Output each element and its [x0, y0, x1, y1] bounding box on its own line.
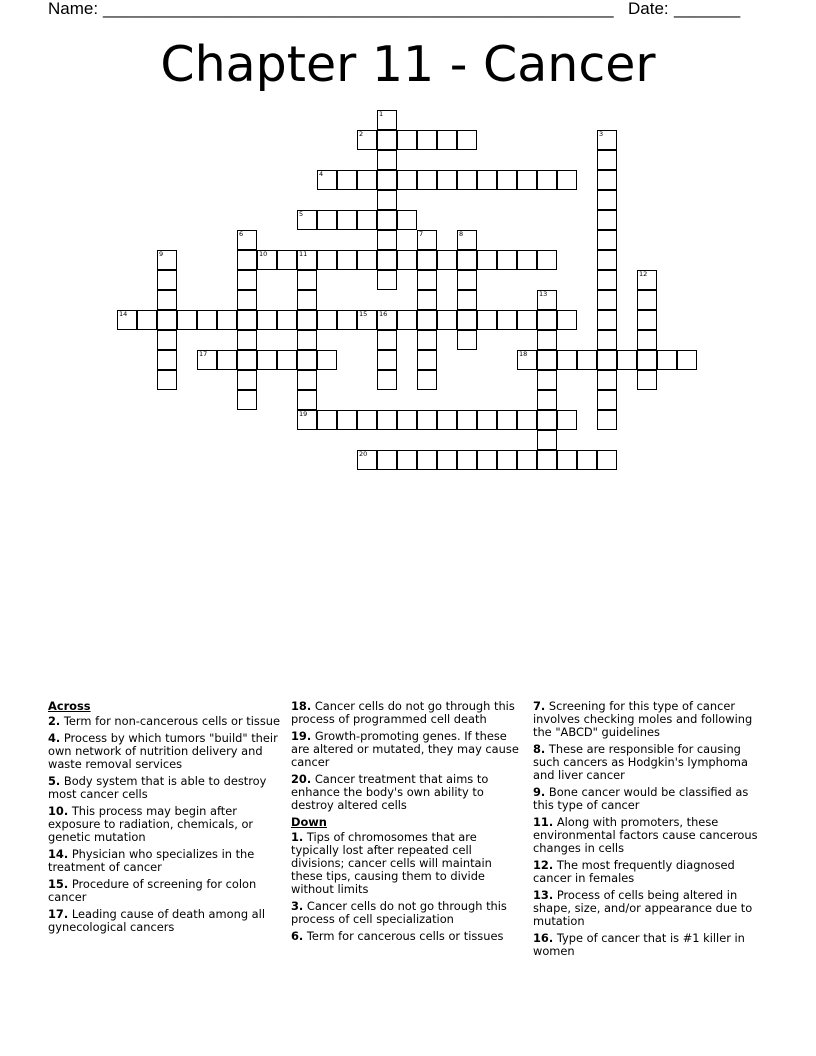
crossword-cell[interactable] — [637, 310, 657, 330]
crossword-cell[interactable] — [397, 410, 417, 430]
crossword-cell[interactable] — [237, 290, 257, 310]
crossword-cell[interactable] — [537, 250, 557, 270]
clue-number: 1 — [379, 110, 384, 118]
clue-down-6: 6. Term for cancerous cells or tissues — [291, 929, 504, 943]
clue-number: 15 — [359, 310, 368, 318]
crossword-cell[interactable] — [437, 410, 457, 430]
crossword-cell[interactable] — [377, 250, 397, 270]
crossword-cell[interactable] — [597, 330, 617, 350]
crossword-cell[interactable] — [537, 170, 557, 190]
crossword-cell[interactable] — [377, 450, 397, 470]
crossword-cell[interactable] — [377, 150, 397, 170]
clue-number: 6 — [239, 230, 244, 238]
clue-down-11: 11. Along with promoters, these environmental factors cause cancerous changes in cells — [533, 815, 758, 855]
crossword-cell[interactable] — [517, 250, 537, 270]
crossword-cell[interactable] — [237, 250, 257, 270]
crossword-cell[interactable] — [537, 370, 557, 390]
crossword-cell[interactable] — [457, 130, 477, 150]
crossword-cell[interactable] — [397, 170, 417, 190]
crossword-cell[interactable] — [417, 350, 437, 370]
crossword-cell[interactable] — [417, 170, 437, 190]
crossword-cell[interactable] — [477, 450, 497, 470]
crossword-cell[interactable] — [377, 170, 397, 190]
crossword-cell[interactable] — [357, 450, 377, 470]
crossword-cell[interactable] — [297, 330, 317, 350]
crossword-cell[interactable] — [477, 250, 497, 270]
crossword-cell[interactable] — [497, 450, 517, 470]
clue-number: 20 — [359, 450, 368, 458]
crossword-cell[interactable] — [417, 230, 437, 250]
clue-number: 12 — [639, 270, 648, 278]
crossword-cell[interactable] — [597, 350, 617, 370]
crossword-cell[interactable] — [237, 310, 257, 330]
crossword-cell[interactable] — [297, 310, 317, 330]
crossword-cell[interactable] — [457, 270, 477, 290]
crossword-cell[interactable] — [597, 230, 617, 250]
crossword-cell[interactable] — [337, 410, 357, 430]
crossword-cell[interactable] — [517, 310, 537, 330]
crossword-cell[interactable] — [277, 250, 297, 270]
crossword-cell[interactable] — [297, 270, 317, 290]
crossword-cell[interactable] — [337, 310, 357, 330]
clue-number: 5 — [299, 210, 304, 218]
crossword-cell[interactable] — [537, 390, 557, 410]
crossword-cell[interactable] — [517, 170, 537, 190]
crossword-cell[interactable] — [357, 170, 377, 190]
crossword-cell[interactable] — [457, 230, 477, 250]
clue-across-18: 18. Cancer cells do not go through this process of programmed cell death — [291, 699, 515, 726]
crossword-cell[interactable] — [397, 250, 417, 270]
clue-number: 17 — [199, 350, 208, 358]
crossword-cell[interactable] — [297, 370, 317, 390]
clue-number: 3 — [599, 130, 604, 138]
crossword-cell[interactable] — [377, 110, 397, 130]
crossword-cell[interactable] — [517, 350, 537, 370]
crossword-cell[interactable] — [597, 290, 617, 310]
crossword-cell[interactable] — [317, 250, 337, 270]
crossword-cell[interactable] — [537, 290, 557, 310]
crossword-cell[interactable] — [477, 310, 497, 330]
crossword-cell[interactable] — [477, 410, 497, 430]
crossword-cell[interactable] — [237, 330, 257, 350]
crossword-cell[interactable] — [237, 350, 257, 370]
clue-down-12: 12. The most frequently diagnosed cancer in females — [533, 858, 735, 885]
crossword-cell[interactable] — [457, 450, 477, 470]
clue-across-14: 14. Physician who specializes in the treatment of cancer — [48, 847, 255, 874]
clue-across-17: 17. Leading cause of death among all gynecological cancers — [48, 907, 265, 934]
crossword-cell[interactable] — [557, 170, 577, 190]
date-blank: _______ — [674, 0, 741, 18]
crossword-cell[interactable] — [317, 410, 337, 430]
crossword-cell[interactable] — [377, 190, 397, 210]
crossword-cell[interactable] — [157, 290, 177, 310]
crossword-cell[interactable] — [457, 290, 477, 310]
crossword-cell[interactable] — [537, 330, 557, 350]
crossword-cell[interactable] — [297, 350, 317, 370]
crossword-cell[interactable] — [417, 270, 437, 290]
crossword-cell[interactable] — [537, 450, 557, 470]
crossword-cell[interactable] — [557, 450, 577, 470]
crossword-cell[interactable] — [597, 390, 617, 410]
crossword-cell[interactable] — [597, 370, 617, 390]
crossword-cell[interactable] — [617, 350, 637, 370]
clue-across-2: 2. Term for non-cancerous cells or tissue — [48, 714, 280, 728]
crossword-cell[interactable] — [557, 350, 577, 370]
crossword-cell[interactable] — [637, 350, 657, 370]
crossword-cell[interactable] — [157, 250, 177, 270]
crossword-cell[interactable] — [497, 410, 517, 430]
crossword-cell[interactable] — [637, 370, 657, 390]
crossword-cell[interactable] — [457, 250, 477, 270]
crossword-cell[interactable] — [377, 370, 397, 390]
crossword-cell[interactable] — [417, 310, 437, 330]
crossword-cell[interactable] — [337, 250, 357, 270]
clue-number: 4 — [319, 170, 324, 178]
crossword-cell[interactable] — [397, 130, 417, 150]
clue-down-13: 13. Process of cells being altered in shape, size, and/or appearance due to mutation — [533, 888, 753, 928]
crossword-cell[interactable] — [377, 210, 397, 230]
clue-number: 18 — [519, 350, 528, 358]
clue-down-7: 7. Screening for this type of cancer involves checking moles and following the "ABCD" guidelines — [533, 699, 753, 739]
crossword-cell[interactable] — [377, 410, 397, 430]
crossword-cell[interactable] — [597, 150, 617, 170]
crossword-cell[interactable] — [257, 310, 277, 330]
crossword-cell[interactable] — [417, 410, 437, 430]
clue-across-5: 5. Body system that is able to destroy most cancer cells — [48, 774, 267, 801]
crossword-cell[interactable] — [377, 350, 397, 370]
crossword-cell[interactable] — [337, 170, 357, 190]
clue-number: 2 — [359, 130, 364, 138]
crossword-cell[interactable] — [377, 310, 397, 330]
crossword-cell[interactable] — [597, 250, 617, 270]
crossword-cell[interactable] — [537, 410, 557, 430]
crossword-cell[interactable] — [637, 290, 657, 310]
crossword-cell[interactable] — [537, 310, 557, 330]
clue-across-15: 15. Procedure of screening for colon cancer — [48, 877, 257, 904]
crossword-cell[interactable] — [597, 190, 617, 210]
crossword-cell[interactable] — [337, 210, 357, 230]
crossword-cell[interactable] — [517, 410, 537, 430]
crossword-cell[interactable] — [357, 410, 377, 430]
crossword-grid — [0, 0, 816, 480]
clue-number: 8 — [459, 230, 464, 238]
clue-number: 14 — [119, 310, 128, 318]
clue-number: 11 — [299, 250, 308, 258]
crossword-cell[interactable] — [437, 170, 457, 190]
crossword-cell[interactable] — [377, 130, 397, 150]
crossword-cell[interactable] — [317, 350, 337, 370]
crossword-cell[interactable] — [397, 450, 417, 470]
crossword-cell[interactable] — [437, 450, 457, 470]
clue-number: 13 — [539, 290, 548, 298]
crossword-cell[interactable] — [317, 310, 337, 330]
clue-number: 7 — [419, 230, 424, 238]
crossword-cell[interactable] — [437, 250, 457, 270]
crossword-cell[interactable] — [517, 450, 537, 470]
crossword-cell[interactable] — [437, 310, 457, 330]
crossword-cell[interactable] — [297, 250, 317, 270]
clue-number: 16 — [379, 310, 388, 318]
crossword-cell[interactable] — [597, 450, 617, 470]
crossword-cell[interactable] — [377, 230, 397, 250]
crossword-cell[interactable] — [237, 230, 257, 250]
crossword-cell[interactable] — [217, 310, 237, 330]
crossword-cell[interactable] — [417, 290, 437, 310]
clue-down-16: 16. Type of cancer that is #1 killer in women — [533, 931, 745, 958]
crossword-cell[interactable] — [297, 210, 317, 230]
crossword-cell[interactable] — [497, 310, 517, 330]
crossword-cell[interactable] — [357, 250, 377, 270]
crossword-cell[interactable] — [477, 170, 497, 190]
crossword-cell[interactable] — [297, 390, 317, 410]
across-heading: Across — [48, 699, 91, 713]
crossword-cell[interactable] — [157, 350, 177, 370]
crossword-cell[interactable] — [417, 330, 437, 350]
clue-number: 9 — [159, 250, 164, 258]
crossword-cell[interactable] — [537, 350, 557, 370]
clue-across-19: 19. Growth-promoting genes. If these are altered or mutated, they may cause cancer — [291, 729, 519, 769]
crossword-cell[interactable] — [677, 350, 697, 370]
crossword-cell[interactable] — [537, 430, 557, 450]
crossword-cell[interactable] — [417, 130, 437, 150]
crossword-cell[interactable] — [497, 250, 517, 270]
crossword-cell[interactable] — [417, 450, 437, 470]
crossword-cell[interactable] — [637, 270, 657, 290]
clue-number: 10 — [259, 250, 268, 258]
crossword-cell[interactable] — [177, 310, 197, 330]
crossword-cell[interactable] — [157, 270, 177, 290]
crossword-cell[interactable] — [577, 450, 597, 470]
crossword-cell[interactable] — [577, 350, 597, 370]
down-heading: Down — [291, 815, 327, 829]
crossword-cell[interactable] — [357, 130, 377, 150]
crossword-cell[interactable] — [457, 410, 477, 430]
name-label: Name: — [48, 0, 99, 18]
clues-column-3 — [533, 700, 769, 962]
crossword-cell[interactable] — [257, 350, 277, 370]
crossword-cell[interactable] — [357, 310, 377, 330]
crossword-cell[interactable] — [157, 310, 177, 330]
crossword-cell[interactable] — [357, 210, 377, 230]
crossword-cell[interactable] — [237, 270, 257, 290]
crossword-cell[interactable] — [657, 350, 677, 370]
clue-down-8: 8. These are responsible for causing such cancers as Hodgkin's lymphoma and liver cancer — [533, 742, 748, 782]
clues-column-1 — [48, 700, 280, 938]
crossword-cell[interactable] — [417, 370, 437, 390]
crossword-cell[interactable] — [377, 330, 397, 350]
crossword-cell[interactable] — [197, 310, 217, 330]
crossword-cell[interactable] — [597, 210, 617, 230]
crossword-cell[interactable] — [217, 350, 237, 370]
page-title: Chapter 11 - Cancer — [160, 36, 656, 93]
clue-down-1: 1. Tips of chromosomes that are typically lost after repeated cell divisions; cancer cells will maintain these tips, causing them to divide without limits — [291, 830, 492, 896]
crossword-cell[interactable] — [397, 310, 417, 330]
crossword-cell[interactable] — [197, 350, 217, 370]
crossword-cell[interactable] — [297, 290, 317, 310]
crossword-cell[interactable] — [377, 270, 397, 290]
crossword-cell[interactable] — [317, 170, 337, 190]
crossword-cell[interactable] — [597, 410, 617, 430]
clue-across-10: 10. This process may begin after exposure to radiation, chemicals, or genetic mutation — [48, 804, 254, 844]
crossword-cell[interactable] — [597, 310, 617, 330]
crossword-cell[interactable] — [297, 410, 317, 430]
crossword-cell[interactable] — [277, 310, 297, 330]
crossword-cell[interactable] — [157, 330, 177, 350]
clue-across-4: 4. Process by which tumors "build" their own network of nutrition delivery and waste removal services — [48, 731, 278, 771]
crossword-cell[interactable] — [457, 170, 477, 190]
clue-number: 19 — [299, 410, 308, 418]
crossword-cell[interactable] — [557, 310, 577, 330]
crossword-cell[interactable] — [457, 310, 477, 330]
crossword-cell[interactable] — [277, 350, 297, 370]
clue-down-9: 9. Bone cancer would be classified as this type of cancer — [533, 785, 749, 812]
crossword-cell[interactable] — [237, 390, 257, 410]
crossword-cell[interactable] — [637, 330, 657, 350]
clues-column-2 — [291, 700, 523, 947]
crossword-cell[interactable] — [417, 250, 437, 270]
crossword-cell[interactable] — [137, 310, 157, 330]
clue-across-20: 20. Cancer treatment that aims to enhance the body's own ability to destroy altered cells — [291, 772, 489, 812]
crossword-cell[interactable] — [497, 170, 517, 190]
crossword-cell[interactable] — [317, 210, 337, 230]
name-blank: ______________________________________________________ — [103, 0, 614, 18]
crossword-cell[interactable] — [237, 370, 257, 390]
crossword-cell[interactable] — [597, 130, 617, 150]
date-label: Date: — [628, 0, 669, 18]
crossword-cell[interactable] — [117, 310, 137, 330]
crossword-cell[interactable] — [257, 250, 277, 270]
crossword-cell[interactable] — [397, 210, 417, 230]
clue-down-3: 3. Cancer cells do not go through this process of cell specialization — [291, 899, 507, 926]
crossword-cell[interactable] — [457, 330, 477, 350]
crossword-cell[interactable] — [597, 270, 617, 290]
crossword-cell[interactable] — [597, 170, 617, 190]
crossword-cell[interactable] — [557, 410, 577, 430]
crossword-cell[interactable] — [437, 130, 457, 150]
crossword-cell[interactable] — [157, 370, 177, 390]
